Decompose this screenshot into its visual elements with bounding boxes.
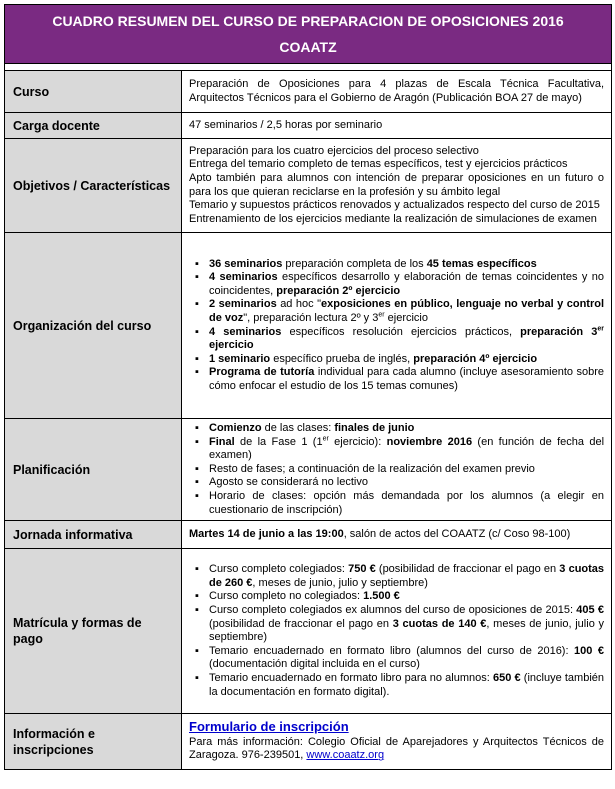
objetivo-line: Preparación para los cuatro ejercicios del proceso selectivo	[189, 144, 479, 157]
header-row	[5, 5, 612, 64]
label-objetivos: Objetivos / Características	[5, 139, 182, 233]
label-organizacion: Organización del curso	[5, 233, 182, 419]
list-item: ▪ 1 seminario específico prueba de inglés, preparación 4º ejercicio	[189, 353, 604, 367]
objetivo-line: Temario y supuestos prácticos renovados y actualizados respecto del curso de 2015	[189, 199, 600, 212]
list-item: ▪ Comienzo de las clases: finales de junio	[189, 422, 604, 436]
list-item: ▪ Final de la Fase 1 (1er ejercicio): noviembre 2016 (en función de fecha del examen)	[189, 436, 604, 463]
title-line-1: CUADRO RESUMEN DEL CURSO DE PREPARACION DE OPOSICIONES 2016	[52, 13, 564, 29]
list-item: ▪ Curso completo colegiados ex alumnos del curso de oposiciones de 2015: 405 € (posibilidad de fraccionar el pago en 3 cuotas de 140 €, meses de junio, julio y septiembre)	[189, 604, 604, 645]
row-curso	[5, 71, 612, 113]
label-planificacion: Planificación	[5, 419, 182, 521]
label-jornada: Jornada informativa	[5, 521, 182, 549]
list-item: ▪ Agosto se considerará no lectivo	[189, 476, 604, 490]
label-matricula: Matrícula y formas de pago	[5, 549, 182, 714]
title-line-2: COAATZ	[279, 39, 337, 55]
label-carga-docente: Carga docente	[5, 113, 182, 139]
objetivo-line: Entrenamiento de los ejercicios mediante la realización de simulaciones de examen	[189, 212, 597, 225]
value-organizacion	[182, 233, 612, 419]
list-item: ▪ 2 seminarios ad hoc "exposiciones en público, lenguaje no verbal y control de voz", preparación lectura 2º y 3er ejercicio	[189, 298, 604, 325]
matricula-list	[189, 563, 604, 699]
value-curso: Preparación de Oposiciones para 4 plazas de Escala Técnica Facultativa, Arquitectos Técnicos para el Gobierno de Aragón (Publicación BOA 27 de mayo)	[182, 71, 612, 113]
row-organizacion	[5, 233, 612, 419]
label-curso: Curso	[5, 71, 182, 113]
list-item: ▪ Horario de clases: opción más demandada por los alumnos (a elegir en cuestionario de inscripción)	[189, 490, 604, 517]
value-informacion	[182, 714, 612, 770]
list-item: ▪ Temario encuadernado en formato libro para no alumnos: 650 € (incluye también la documentación en formato digital).	[189, 672, 604, 699]
row-planificacion	[5, 419, 612, 521]
value-carga-docente: 47 seminarios / 2,5 horas por seminario	[182, 113, 612, 139]
list-item: ▪ Curso completo colegiados: 750 € (posibilidad de fraccionar el pago en 3 cuotas de 260 €, meses de junio, julio y septiembre)	[189, 563, 604, 590]
list-item: ▪ 4 seminarios específicos resolución ejercicios prácticos, preparación 3er ejercicio	[189, 326, 604, 353]
value-jornada: Martes 14 de junio a las 19:00, salón de actos del COAATZ (c/ Coso 98-100)	[182, 521, 612, 549]
spacer-row	[5, 64, 612, 71]
label-informacion: Información e inscripciones	[5, 714, 182, 770]
registration-form-link[interactable]: Formulario de inscripción	[189, 719, 349, 735]
list-item: ▪ Temario encuadernado en formato libro (alumnos del curso de 2016): 100 € (documentación digital incluida en el curso)	[189, 645, 604, 672]
list-item: ▪ 36 seminarios preparación completa de los 45 temas específicos	[189, 258, 604, 272]
value-planificacion	[182, 419, 612, 521]
row-objetivos	[5, 139, 612, 233]
summary-document	[4, 4, 611, 770]
planificacion-list	[189, 422, 604, 517]
row-carga-docente	[5, 113, 612, 139]
contact-text: Para más información: Colegio Oficial de Aparejadores y Arquitectos Técnicos de Zaragoza. 976-239501,	[189, 735, 605, 762]
value-objetivos	[182, 139, 612, 233]
summary-table	[4, 4, 612, 770]
objetivo-line: Apto también para alumnos con intención de preparar oposiciones en un futuro o para los que quieran reciclarse en la profesión y su ámbito legal	[189, 171, 605, 198]
list-item: ▪ Programa de tutoría individual para cada alumno (incluye asesoramiento sobre cómo enfocar el estudio de los 15 temas comunes)	[189, 366, 604, 393]
website-link[interactable]: www.coaatz.org	[306, 749, 385, 762]
row-informacion	[5, 714, 612, 770]
objetivo-line: Entrega del temario completo de temas específicos, test y ejercicios prácticos	[189, 158, 568, 171]
organizacion-list	[189, 258, 604, 394]
row-matricula	[5, 549, 612, 714]
list-item: ▪ 4 seminarios específicos desarrollo y elaboración de temas coincidentes y no coincidentes, preparación 2º ejercicio	[189, 271, 604, 298]
row-jornada	[5, 521, 612, 549]
list-item: ▪ Curso completo no colegiados: 1.500 €	[189, 590, 604, 604]
document-title	[5, 5, 612, 64]
list-item: ▪ Resto de fases; a continuación de la realización del examen previo	[189, 463, 604, 477]
value-matricula	[182, 549, 612, 714]
